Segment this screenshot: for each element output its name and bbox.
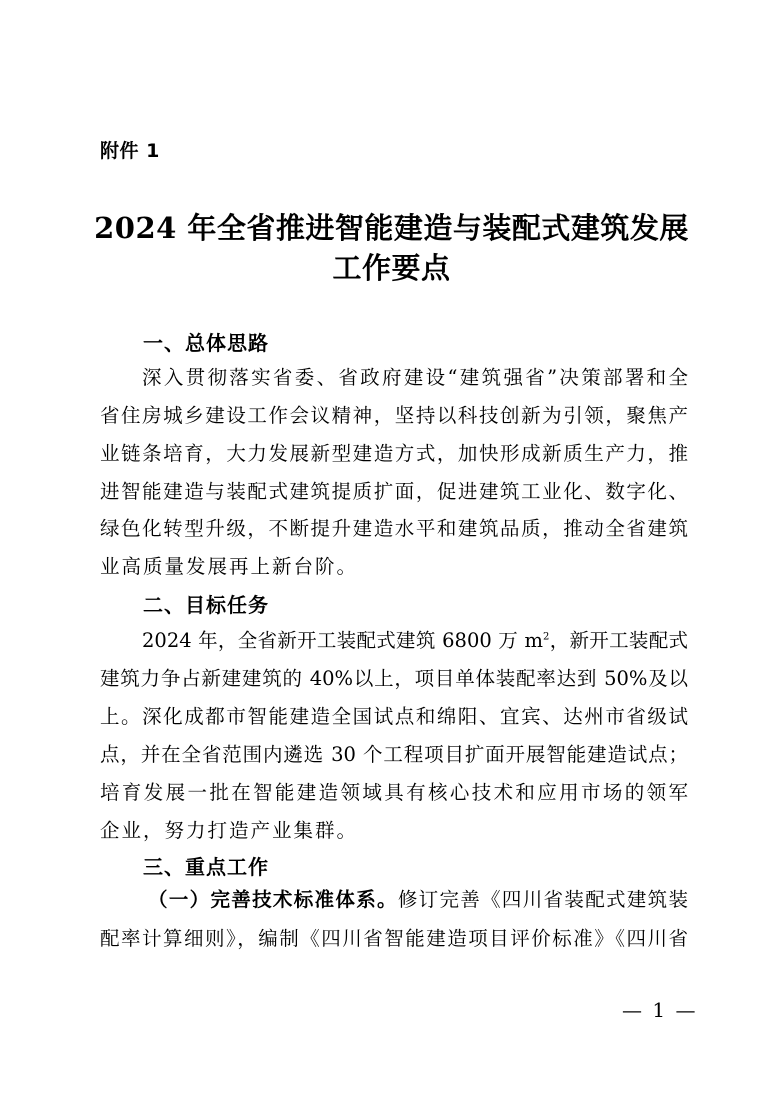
bold-item-title: （一）完善技术标准体系。	[148, 888, 398, 911]
paragraph-line: 绿色化转型升级，不断提升建造水平和建筑品质，推动全省建筑	[100, 517, 688, 540]
text-run: 修订完善《四川省装配式建筑装	[397, 888, 688, 911]
paragraph-line: 培育发展一批在智能建造领域具有核心技术和应用市场的领军	[100, 781, 688, 804]
paragraph-line: 企业，努力打造产业集群。	[100, 819, 359, 842]
document-title-line-2: 工作要点	[332, 251, 451, 285]
paragraph-line: 业链条培育，大力发展新型建造方式，加快形成新质生产力，推	[100, 442, 688, 465]
section-heading-overall-thinking: 一、总体思路	[143, 331, 269, 355]
paragraph-line: 建筑力争占新建建筑的 40%以上，项目单体装配率达到 50%及以	[100, 667, 688, 690]
section-heading-goals-tasks: 二、目标任务	[143, 593, 269, 617]
paragraph-line-with-superscript	[100, 627, 688, 655]
paragraph-line: 进智能建造与装配式建筑提质扩面，促进建筑工业化、数字化、	[100, 480, 688, 503]
paragraph-line: 上。深化成都市智能建造全国试点和绵阳、宜宾、达州市省级试	[100, 705, 688, 728]
paragraph-line: 业高质量发展再上新台阶。	[100, 555, 359, 578]
text-run: ，新开工装配式	[549, 629, 688, 652]
superscript: 2	[543, 631, 550, 643]
attachment-label: 附件 1	[100, 140, 160, 162]
paragraph-line: 省住房城乡建设工作会议精神，坚持以科技创新为引领，聚焦产	[100, 404, 688, 427]
paragraph-line: 配率计算细则》，编制《四川省智能建造项目评价标准》《四川省	[100, 927, 688, 950]
page-number: — 1 —	[622, 998, 698, 1022]
document-title-line-1: 2024 年全省推进智能建造与装配式建筑发展	[94, 211, 689, 245]
section-heading-key-work: 三、重点工作	[143, 855, 269, 879]
paragraph-line: 点，并在全省范围内遴选 30 个工程项目扩面开展智能建造试点；	[100, 743, 688, 766]
paragraph-line: 深入贯彻落实省委、省政府建设“建筑强省”决策部署和全	[142, 366, 688, 389]
paragraph-line-with-bold-lead	[100, 886, 688, 914]
text-run: 2024 年，全省新开工装配式建筑 6800 万 m	[142, 629, 544, 652]
